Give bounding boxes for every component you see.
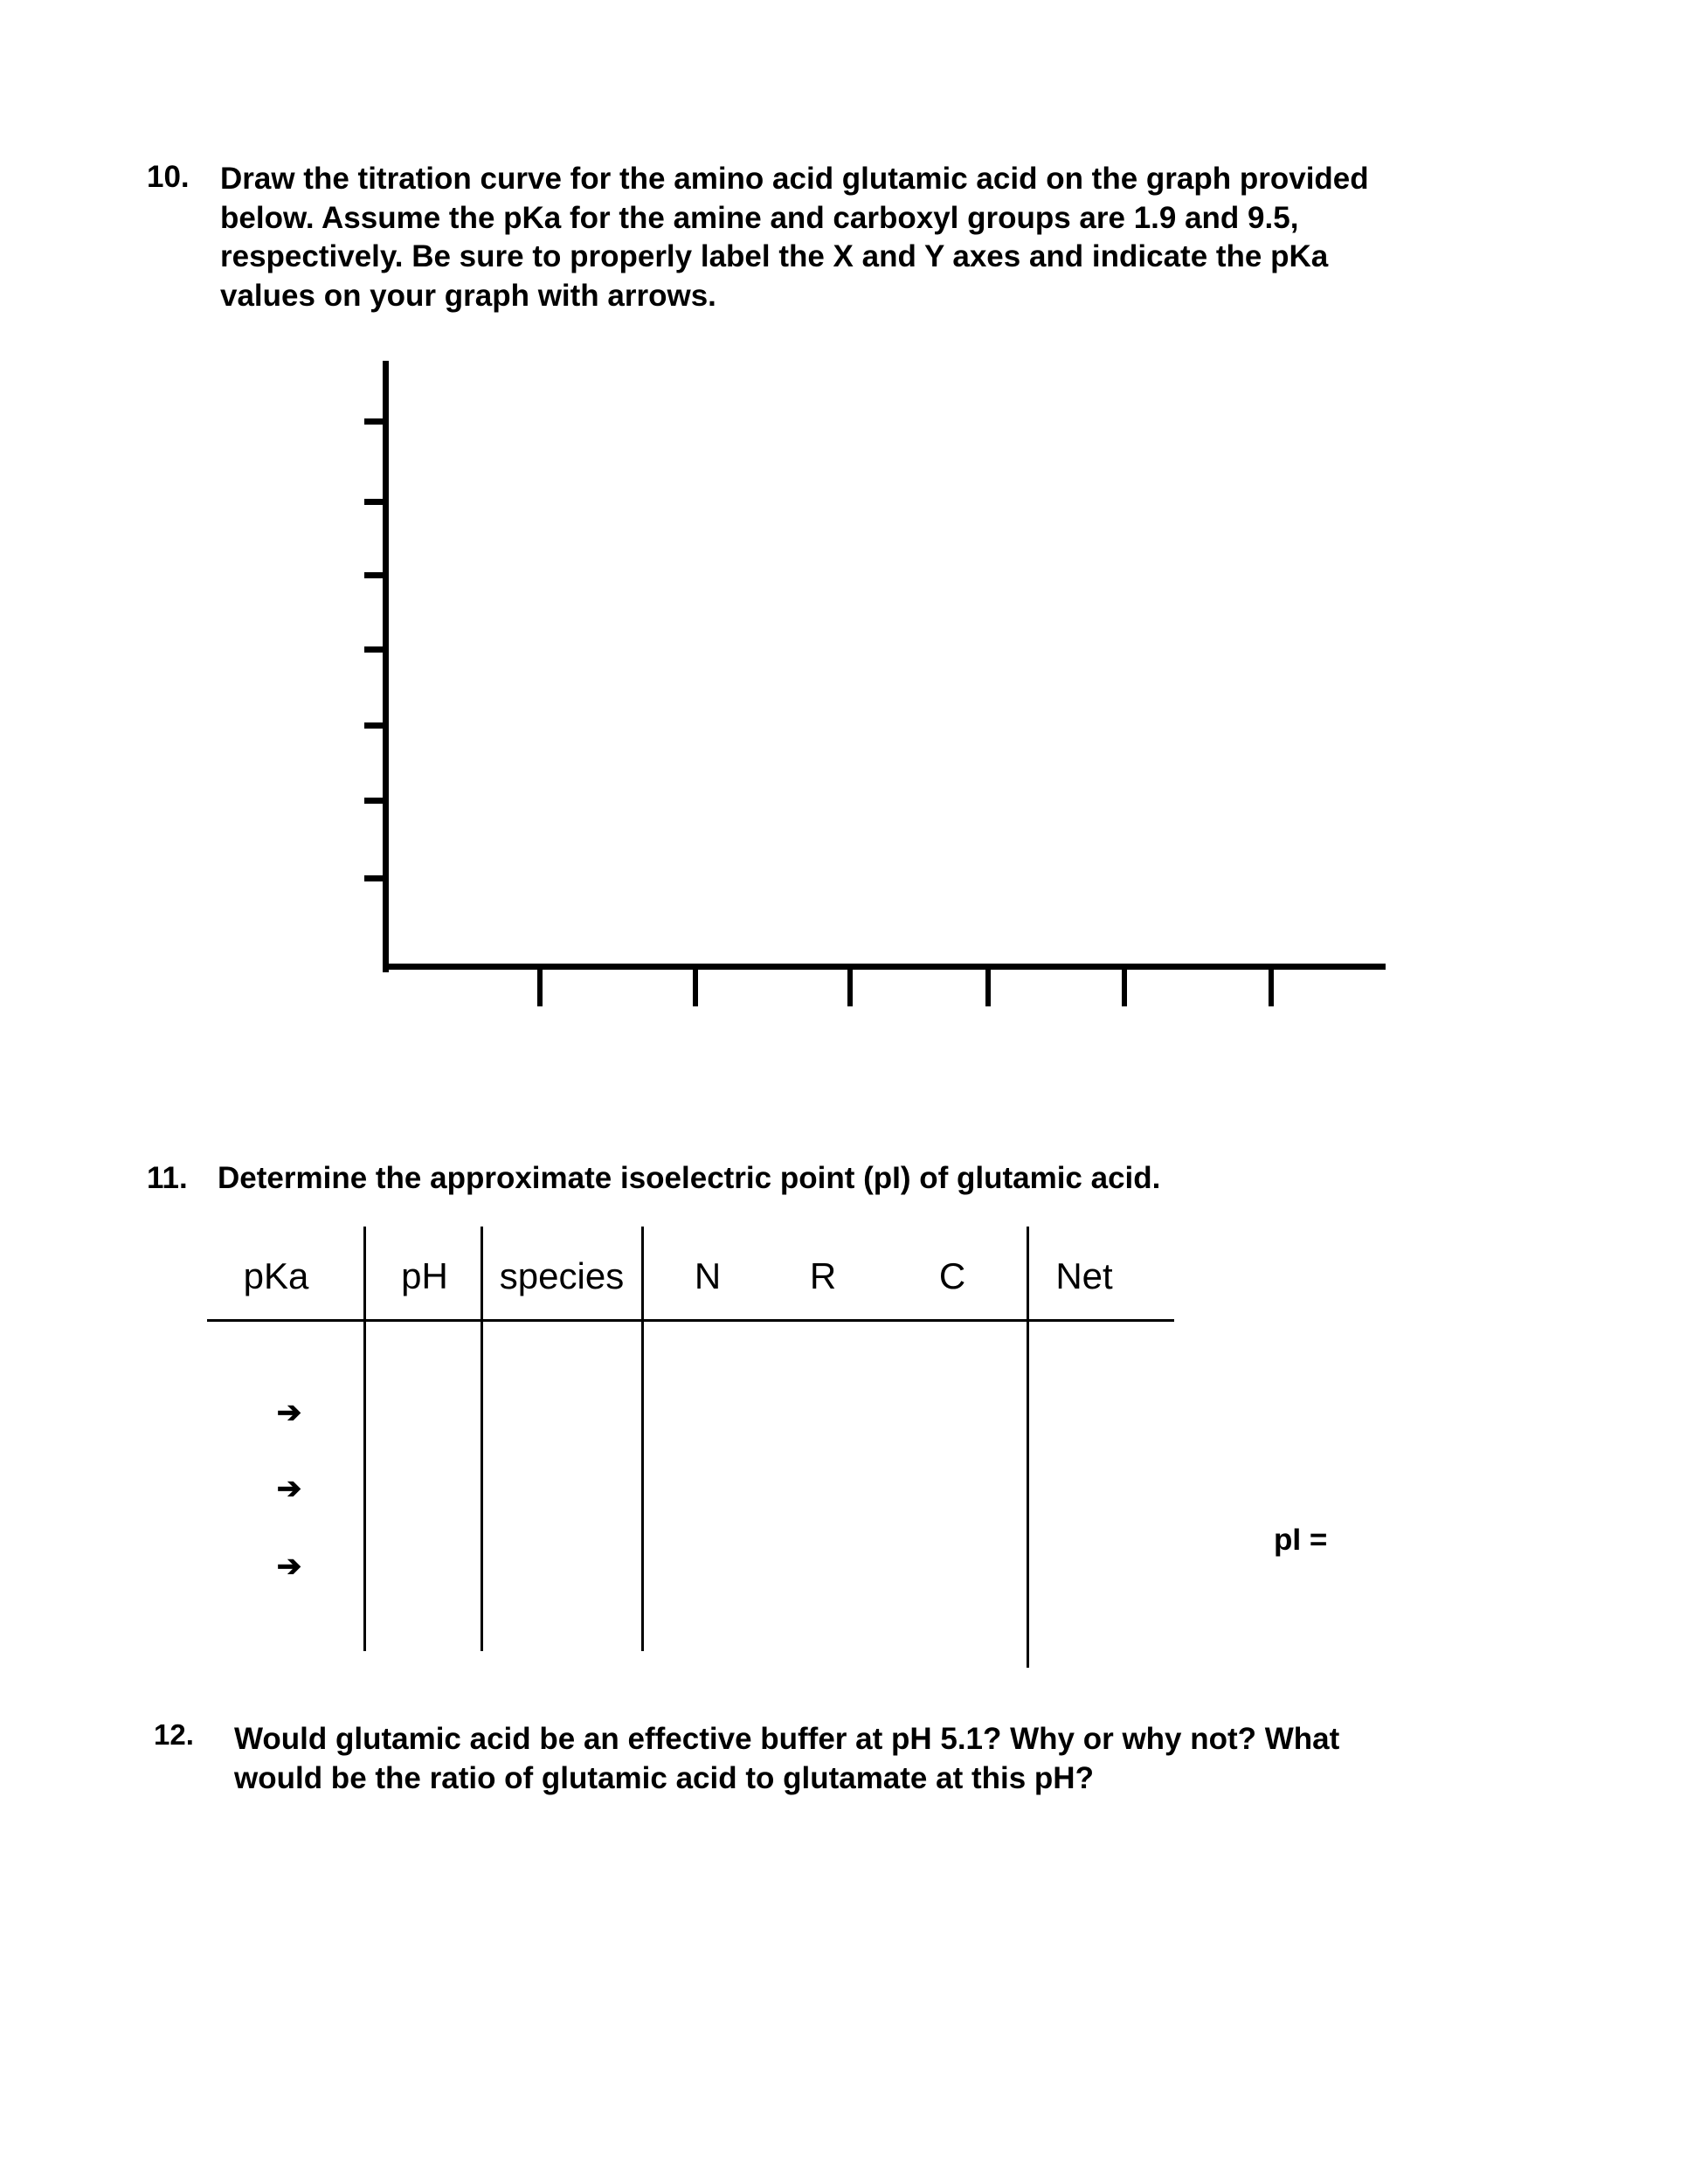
q12-number: 12. [154, 1718, 194, 1751]
y-axis-tick [364, 572, 385, 578]
q11-text: Determine the approximate isoelectric point (pI) of glutamic acid. [218, 1161, 1161, 1195]
y-axis-tick [364, 418, 385, 425]
y-axis-tick [364, 646, 385, 653]
x-axis-tick [693, 966, 698, 1006]
header-ph: pH [401, 1255, 448, 1296]
arrow-right-icon: ➔ [276, 1472, 302, 1505]
y-axis-tick [364, 499, 385, 505]
q10-text [220, 160, 1369, 315]
y-axis-tick [364, 798, 385, 804]
header-r: R [809, 1255, 837, 1296]
y-axis-tick [364, 722, 385, 729]
q10-line: respectively. Be sure to properly label the X and Y axes and indicate the pKa [220, 239, 1329, 273]
header-rule [207, 1319, 1174, 1322]
header-c: C [938, 1255, 966, 1296]
x-axis-tick [1122, 966, 1127, 1006]
arrow-right-icon: ➔ [276, 1550, 302, 1583]
q11-number: 11. [147, 1161, 188, 1195]
x-axis-tick [1269, 966, 1274, 1006]
header-pka: pKa [243, 1255, 309, 1296]
y-axis-tick [364, 875, 385, 881]
q10-line: below. Assume the pKa for the amine and carboxyl groups are 1.9 and 9.5, [220, 200, 1299, 235]
q10-number: 10. [147, 160, 190, 194]
table-divider [363, 1227, 366, 1651]
x-axis-tick [985, 966, 991, 1006]
header-n: N [694, 1255, 722, 1296]
header-net: Net [1055, 1255, 1113, 1296]
x-axis-tick [847, 966, 853, 1006]
q12-line: Would glutamic acid be an effective buffer at pH 5.1? Why or why not? What [234, 1722, 1340, 1756]
header-species: species [499, 1255, 625, 1296]
q12-line: would be the ratio of glutamic acid to glutamate at this pH? [234, 1760, 1094, 1795]
q10-line: Draw the titration curve for the amino acid glutamic acid on the graph provided [220, 162, 1369, 196]
table-divider [1027, 1227, 1029, 1668]
x-axis [383, 964, 1386, 970]
x-axis-tick [537, 966, 543, 1006]
table-divider [641, 1227, 644, 1651]
table-divider [481, 1227, 483, 1651]
arrow-right-icon: ➔ [276, 1396, 302, 1429]
pi-label: pI = [1274, 1523, 1328, 1557]
q12-text [234, 1720, 1339, 1798]
q10-line: values on your graph with arrows. [220, 278, 716, 313]
